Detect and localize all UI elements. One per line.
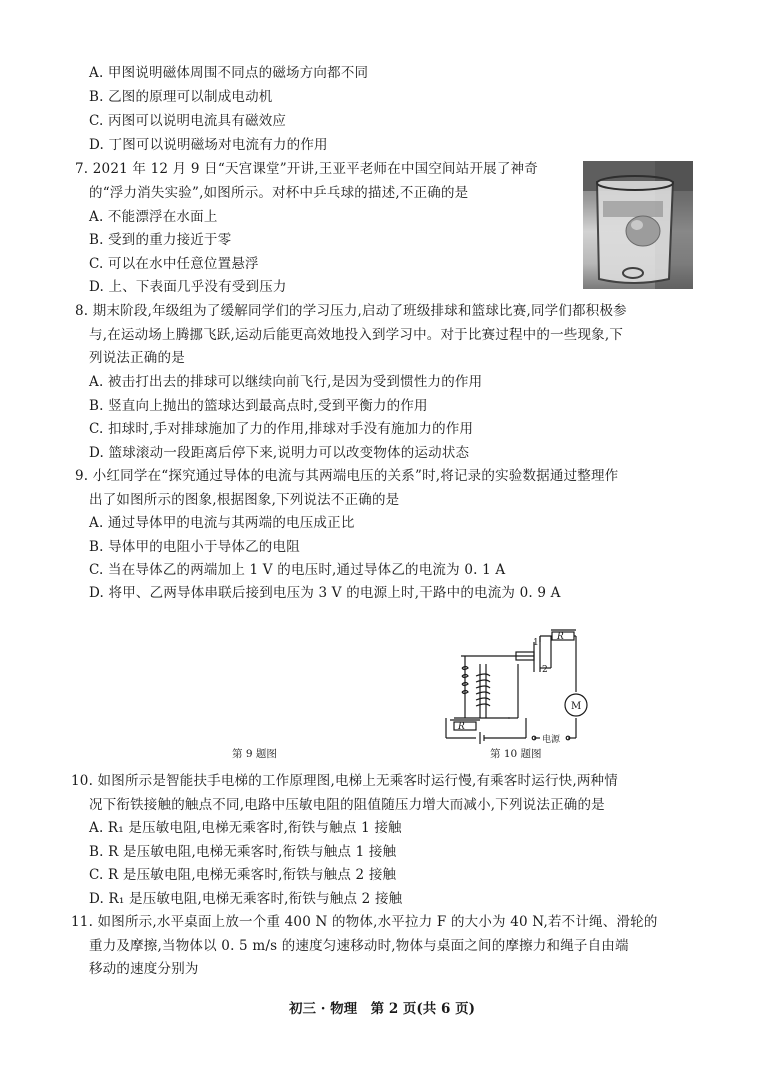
q9-stem-line2: 出了如图所示的图象,根据图象,下列说法不正确的是: [89, 492, 400, 508]
resistor-label-top: R: [557, 632, 564, 642]
q7-stem-line1: 7. 2021 年 12 月 9 日“天宫课堂”开讲,王亚平老师在中国空间站开展了神奇: [75, 161, 538, 177]
q8-stem-line2: 与,在运动场上腾挪飞跃,运动后能更高效地投入到学习中。对于比赛过程中的一些现象,下: [89, 327, 624, 343]
q7-option-d: D. 上、下表面几乎没有受到压力: [89, 279, 287, 295]
q11-stem-line2: 重力及摩擦,当物体以 0. 5 m/s 的速度匀速移动时,物体与桌面之间的摩擦力和绳子自由端: [89, 938, 629, 954]
contact-label-1: 1: [533, 638, 539, 648]
q9-option-c: C. 当在导体乙的两端加上 1 V 的电压时,通过导体乙的电流为 0. 1 A: [89, 562, 506, 578]
figure9-caption: 第 9 题图: [232, 748, 277, 760]
q11-stem-line1: 11. 如图所示,水平桌面上放一个重 400 N 的物体,水平拉力 F 的大小为 40 N,若不计绳、滑轮的: [71, 914, 658, 930]
q8-stem-line1: 8. 期末阶段,年级组为了缓解同学们的学习压力,启动了班级排球和篮球比赛,同学们都积极参: [75, 303, 627, 319]
q10-option-c: C. R 是压敏电阻,电梯无乘客时,衔铁与触点 2 接触: [89, 867, 397, 883]
q6-option-d: D. 丁图可以说明磁场对电流有力的作用: [89, 137, 328, 153]
q6-option-a: A. 甲图说明磁体周围不同点的磁场方向都不同: [89, 65, 369, 81]
q8-stem-line3: 列说法正确的是: [89, 350, 185, 366]
figure10-caption: 第 10 题图: [490, 748, 542, 760]
q8-option-c: C. 扣球时,手对排球施加了力的作用,排球对手没有施加力的作用: [89, 421, 474, 437]
motor-label: M: [571, 701, 582, 712]
q10-option-a: A. R₁ 是压敏电阻,电梯无乘客时,衔铁与触点 1 接触: [89, 820, 402, 836]
contact-label-2: 2: [542, 665, 548, 675]
q10-stem-line1: 10. 如图所示是智能扶手电梯的工作原理图,电梯上无乘客时运行慢,有乘客时运行快,两种情: [71, 773, 618, 789]
q8-option-b: B. 竖直向上抛出的篮球达到最高点时,受到平衡力的作用: [89, 398, 428, 414]
power-source-label: 电源: [542, 735, 561, 744]
q10-option-b: B. R 是压敏电阻,电梯无乘客时,衔铁与触点 1 接触: [89, 844, 397, 860]
q9-option-d: D. 将甲、乙两导体串联后接到电压为 3 V 的电源上时,干路中的电流为 0. 9 A: [89, 585, 561, 601]
q7-option-a: A. 不能漂浮在水面上: [89, 209, 218, 225]
q7-stem-line2: 的“浮力消失实验”,如图所示。对杯中乒乓球的描述,不正确的是: [89, 185, 469, 201]
resistor-label-bottom: R: [458, 722, 465, 732]
q7-option-b: B. 受到的重力接近于零: [89, 232, 232, 248]
q9-stem-line1: 9. 小红同学在“探究通过导体的电流与其两端电压的关系”时,将记录的实验数据通过整理作: [75, 468, 619, 484]
q9-option-a: A. 通过导体甲的电流与其两端的电压成正比: [89, 515, 355, 531]
figure10-circuit-diagram: [436, 626, 606, 744]
q6-option-b: B. 乙图的原理可以制成电动机: [89, 89, 273, 105]
page-footer: 初三 · 物理 第 2 页(共 6 页): [289, 1001, 475, 1017]
q6-option-c: C. 丙图可以说明电流具有磁效应: [89, 113, 287, 129]
q7-option-c: C. 可以在水中任意位置悬浮: [89, 256, 259, 272]
floating-ball-photo: [583, 161, 693, 289]
q8-option-a: A. 被击打出去的排球可以继续向前飞行,是因为受到惯性力的作用: [89, 374, 483, 390]
q10-option-d: D. R₁ 是压敏电阻,电梯无乘客时,衔铁与触点 2 接触: [89, 891, 403, 907]
q8-option-d: D. 篮球滚动一段距离后停下来,说明力可以改变物体的运动状态: [89, 445, 470, 461]
q11-stem-line3: 移动的速度分别为: [89, 961, 199, 977]
q9-option-b: B. 导体甲的电阻小于导体乙的电阻: [89, 539, 300, 555]
cup-ball-illustration: [583, 161, 693, 289]
q10-stem-line2: 况下衔铁接触的触点不同,电路中压敏电阻的阻值随压力增大而减小,下列说法正确的是: [89, 797, 605, 813]
